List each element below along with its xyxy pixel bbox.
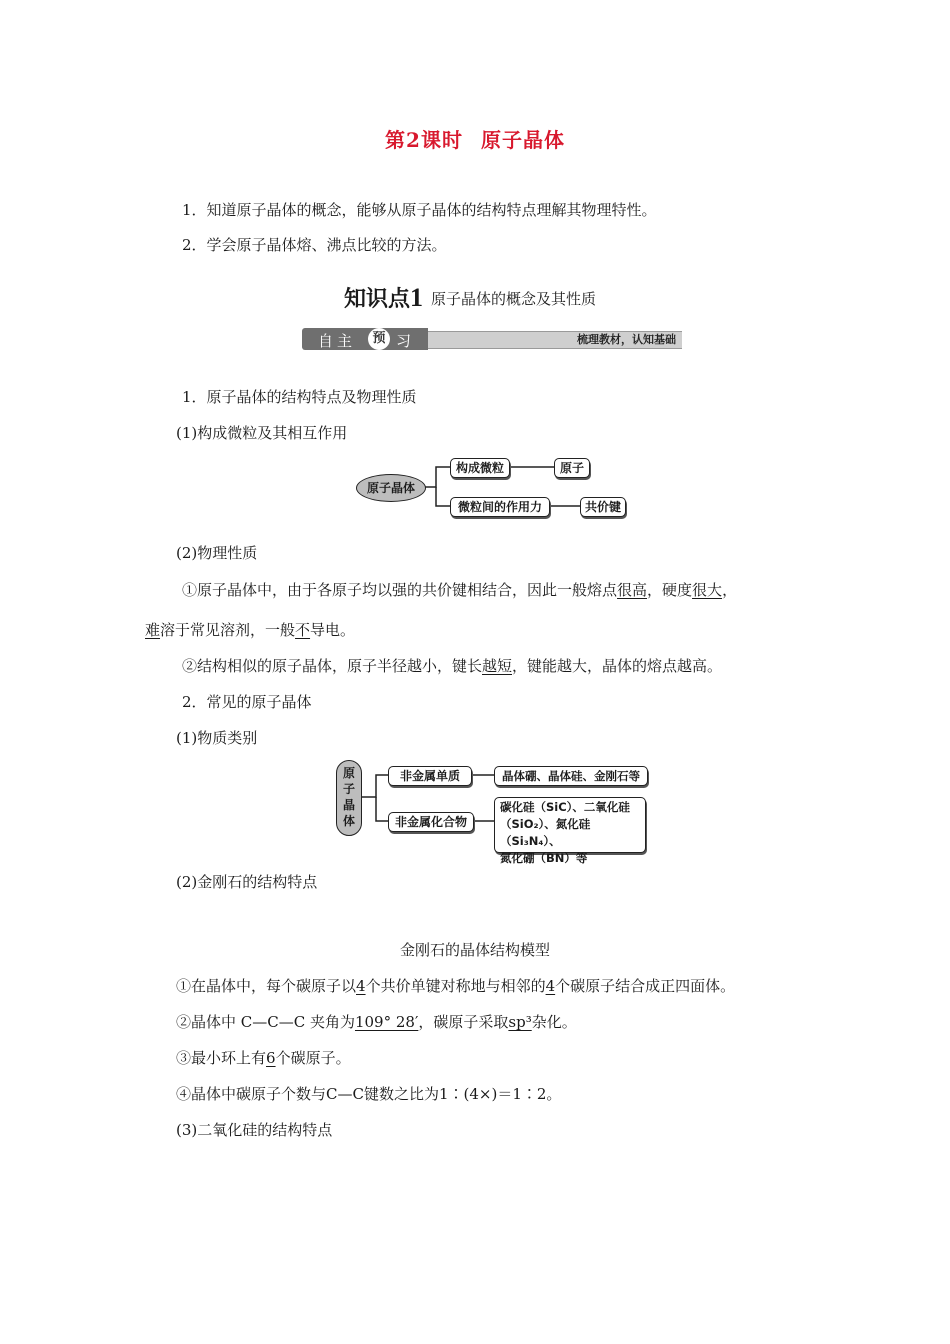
- property-1-cont-text-d: 导电。: [310, 621, 356, 639]
- knowledge-point-number: 1: [410, 283, 424, 312]
- diagram-2-center-char-2: 子: [342, 782, 355, 796]
- banner-circle: 预: [368, 328, 390, 350]
- diagram-1-top-result: 原子: [554, 458, 590, 478]
- title-topic: 原子晶体: [480, 128, 565, 152]
- diamond-point-2-answer-1: 109° 28′: [354, 1013, 419, 1031]
- diamond-point-2-text-a: ②晶体中 C—C—C 夹角为: [176, 1013, 355, 1031]
- diamond-point-2: [176, 1012, 577, 1032]
- objective-2: 2．学会原子晶体熔、沸点比较的方法。: [182, 236, 447, 254]
- diamond-point-3-text-c: 个碳原子。: [275, 1049, 351, 1067]
- diamond-point-4: ④晶体中碳原子个数与C—C键数之比为1∶(4×)＝1∶2。: [176, 1085, 562, 1103]
- banner-text-1: 自主: [318, 332, 357, 350]
- section1-sub1: (1)构成微粒及其相互作用: [176, 424, 348, 442]
- property-1-text-a: ①原子晶体中，由于各原子均以强的共价键相结合，因此一般熔点: [182, 581, 618, 599]
- property-2-answer: 越短: [482, 657, 513, 675]
- diagram-1-bottom: 微粒间的作用力: [450, 497, 550, 517]
- diagram-2-center-char-1: 原: [342, 766, 355, 780]
- diagram-2-top-result: 晶体硼、晶体硅、金刚石等: [494, 766, 648, 786]
- diagram-2-bottom-result-line-1: 碳化硅（SiC）、二氧化硅: [500, 800, 630, 814]
- property-1-answer-1: 很高: [617, 581, 648, 599]
- diagram-1-center: 原子晶体: [356, 474, 426, 502]
- property-1-answer-3: 难: [145, 621, 161, 639]
- section1-sub2: (2)物理性质: [176, 544, 258, 562]
- diamond-point-1-answer-1: 4: [356, 977, 366, 995]
- figure-caption: 金刚石的晶体结构模型: [399, 941, 550, 959]
- diagram-2-bottom-result-line-2: （SiO₂）、氮化硅（Si₃N₄）、: [500, 817, 591, 848]
- diamond-point-1-text-a: ①在晶体中，每个碳原子以: [176, 977, 357, 995]
- diagram-2-bottom-result: [494, 797, 646, 865]
- property-1-text-e: ，: [722, 581, 738, 599]
- diamond-point-3-answer: 6: [266, 1049, 276, 1067]
- knowledge-point-subtitle: 原子晶体的概念及其性质: [431, 290, 597, 308]
- property-1-text-c: ，硬度: [647, 581, 693, 599]
- diamond-point-1-answer-2: 4: [545, 977, 556, 995]
- property-1-answer-2: 很大: [692, 581, 723, 599]
- section2-sub3: (3)二氧化硅的结构特点: [176, 1121, 333, 1139]
- diagram-1-bottom-result: 共价键: [580, 497, 626, 517]
- section1-heading: 1．原子晶体的结构特点及物理性质: [182, 388, 417, 406]
- section2-sub2: (2)金刚石的结构特点: [176, 873, 318, 891]
- section2-heading: 2．常见的原子晶体: [182, 693, 312, 711]
- diamond-point-1: [176, 976, 735, 996]
- diagram-2-bottom-result-line-3: 氮化硼（BN）等: [500, 851, 588, 865]
- diagram-2-bottom: 非金属化合物: [388, 812, 474, 832]
- property-2-text-c: ，键能越大，晶体的熔点越高。: [512, 657, 723, 675]
- property-1-answer-4: 不: [295, 621, 311, 639]
- diagram-2-top: 非金属单质: [388, 766, 472, 786]
- diamond-point-2-answer-2: sp³: [508, 1013, 532, 1031]
- diamond-point-1-text-e: 个碳原子结合成正四面体。: [555, 977, 736, 995]
- banner-right-text: 梳理教材，认知基础: [577, 333, 676, 346]
- diamond-point-2-text-e: 杂化。: [531, 1013, 577, 1031]
- diagram-1-top: 构成微粒: [450, 458, 510, 478]
- title-lesson: 第2课时: [385, 128, 463, 152]
- knowledge-point-label: 知识点: [344, 287, 411, 312]
- objective-1: 1．知道原子晶体的概念，能够从原子晶体的结构特点理解其物理特性。: [182, 201, 657, 219]
- diagram-2-center-char-3: 晶: [342, 798, 355, 812]
- diamond-point-1-text-c: 个共价单键对称地与相邻的: [365, 977, 546, 995]
- banner-text-2: 习: [396, 332, 412, 350]
- property-2-text-a: ②结构相似的原子晶体，原子半径越小，键长: [182, 657, 483, 675]
- property-1-cont-text-b: 溶于常见溶剂，一般: [160, 621, 296, 639]
- diamond-point-2-text-c: ，碳原子采取: [418, 1013, 509, 1031]
- diagram-2-center-char-4: 体: [342, 814, 355, 828]
- diamond-point-3: [176, 1048, 351, 1068]
- diagram-2-center: [336, 760, 362, 836]
- section2-sub1: (1)物质类别: [176, 729, 258, 747]
- diamond-point-3-text-a: ③最小环上有: [176, 1049, 267, 1067]
